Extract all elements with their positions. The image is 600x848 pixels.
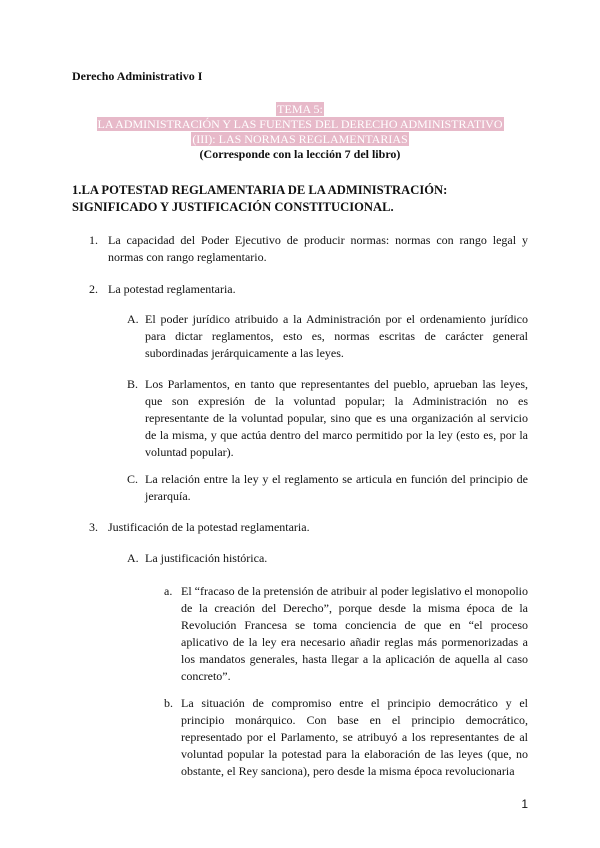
list-item-text: La capacidad del Poder Ejecutivo de producir normas: normas con rango legal y normas con rango reglamentario. [108,233,528,264]
list-item [164,695,528,780]
list-item-text: Justificación de la potestad reglamentaria. [108,520,310,534]
list-item [89,232,528,266]
list-item-text: La relación entre la ley y el reglamento se articula en función del principio de jerarquía. [145,472,528,503]
list-marker: A. [127,551,139,565]
topic-title-block [72,102,528,162]
topic-subtitle: (Corresponde con la lección 7 del libro) [199,147,401,161]
list-item-text: La situación de compromiso entre el principio democrático y el principio monárquico. Con base en el principio democrático, representado por el Parlamento, se atribuyó a los representantes de al voluntad popular la potestad para la elaboración de las leyes (que, no obstante, el Rey sanciona), pero desde la misma época revolucionaria [181,696,528,778]
list-item-text: Los Parlamentos, en tanto que representantes del pueblo, aprueban las leyes, que son expresión de la voluntad popular; la Administración no es representante de la voluntad popular, sino que es una organización al servicio de la misma, y que actúa dentro del marco permitido por la ley (esto es, por la voluntad popular). [145,377,528,459]
list-item [127,311,528,362]
list-item [127,376,528,461]
list-marker: b. [164,696,173,710]
list-marker: a. [164,584,173,598]
list-item-text: El “fracaso de la pretensión de atribuir al poder legislativo el monopolio de la creación del Derecho”, porque desde la misma época de la Revolución Francesa se toma conciencia de que en “el proceso aplicativo de la ley era necesario añadir reglas más pormenorizadas a los mandatos generales, hasta llegar a la aplicación de aquella al caso concreto”. [181,584,528,683]
list-marker: 2. [89,282,98,296]
topic-number: TEMA 5: [277,102,323,116]
topic-title-line-2: (III): LAS NORMAS REGLAMENTARIAS [192,132,408,146]
list-item [127,550,528,567]
list-item [89,519,528,536]
list-item-text: La justificación histórica. [145,551,268,565]
course-header: Derecho Administrativo I [72,69,203,83]
page-number: 1 [521,797,528,811]
list-item [127,471,528,505]
list-marker: C. [127,472,139,486]
list-marker: 3. [89,520,98,534]
list-marker: B. [127,377,139,391]
list-marker: A. [127,312,139,326]
topic-title-line-1: LA ADMINISTRACIÓN Y LAS FUENTES DEL DERECHO ADMINISTRATIVO [97,117,503,131]
list-item-text: La potestad reglamentaria. [108,282,236,296]
list-item [89,281,528,298]
list-item [164,583,528,685]
section-heading: 1.LA POTESTAD REGLAMENTARIA DE LA ADMINISTRACIÓN: SIGNIFICADO Y JUSTIFICACIÓN CONSTITUCIONAL. [72,183,448,214]
list-item-text: El poder jurídico atribuido a la Administración por el ordenamiento jurídico para dictar reglamentos, esto es, normas escritas de carácter general subordinadas jerárquicamente a las leyes. [145,312,528,360]
list-marker: 1. [89,233,98,247]
